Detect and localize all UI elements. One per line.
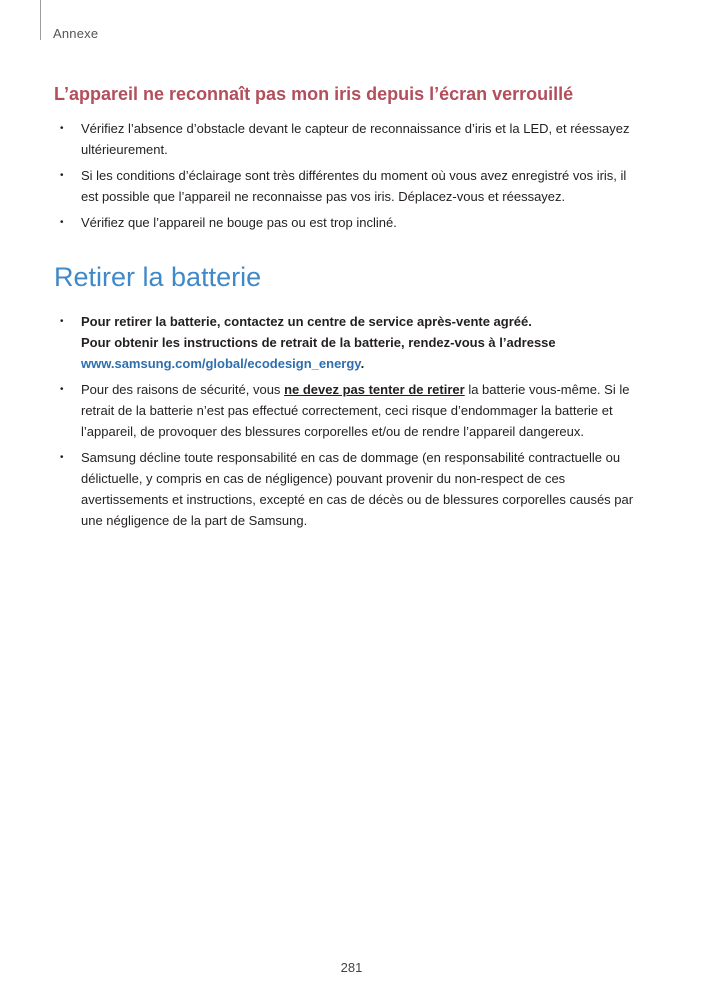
iris-section-title: L’appareil ne reconnaît pas mon iris depuis l’écran verrouillé — [54, 84, 574, 104]
service-center-notice: Pour retirer la batterie, contactez un centre de service après-vente agréé. — [81, 314, 532, 329]
list-item-text: Si les conditions d’éclairage sont très différentes du moment où vous avez enregistré vos iris, il est possible que l’appareil ne reconnaisse pas vos iris. Déplacez-vous et réessayez. — [81, 168, 627, 204]
iris-tips-list — [54, 118, 644, 238]
page-number: 281 — [340, 960, 363, 975]
section-label: Annexe — [53, 26, 99, 41]
list-item — [54, 311, 644, 374]
bullet-icon: • — [60, 452, 64, 463]
safety-warning-emphasis: ne devez pas tenter de retirer — [284, 382, 465, 397]
bullet-icon: • — [60, 170, 64, 181]
instructions-notice: Pour obtenir les instructions de retrait de la batterie, rendez-vous à l’adresse — [81, 335, 556, 350]
battery-section-title: Retirer la batterie — [54, 262, 262, 292]
safety-text-end: la batterie vous-même. Si le retrait de la batterie n’est pas effectué correctement, ceci risque d’endommager la batterie et l’appareil, de provoquer des blessures corporelles et/ou de rendre l’appareil dangereux. — [81, 382, 630, 439]
list-item — [54, 379, 644, 442]
bullet-icon: • — [60, 384, 64, 395]
list-item — [54, 165, 644, 207]
bullet-icon: • — [60, 316, 64, 327]
ecodesign-link[interactable]: www.samsung.com/global/ecodesign_energy — [81, 356, 361, 371]
list-item — [54, 212, 644, 233]
list-item-text: Vérifiez que l’appareil ne bouge pas ou est trop incliné. — [81, 215, 397, 230]
bullet-icon: • — [60, 123, 64, 134]
header-divider — [40, 0, 41, 40]
sentence-end: . — [360, 356, 365, 371]
bullet-icon: • — [60, 217, 64, 228]
battery-info-list — [54, 311, 644, 536]
safety-text-start: Pour des raisons de sécurité, vous — [81, 382, 285, 397]
list-item-text: Vérifiez l’absence d’obstacle devant le capteur de reconnaissance d’iris et la LED, et réessayez ultérieurement. — [81, 121, 630, 157]
list-item — [54, 118, 644, 160]
list-item — [54, 447, 644, 531]
liability-disclaimer: Samsung décline toute responsabilité en cas de dommage (en responsabilité contractuelle ou délictuelle, y compris en cas de négligence) pouvant provenir du non-respect de ces avertissements et instructions, excepté en cas de décès ou de blessures corporelles causés par une négligence de la part de Samsung. — [81, 450, 634, 528]
